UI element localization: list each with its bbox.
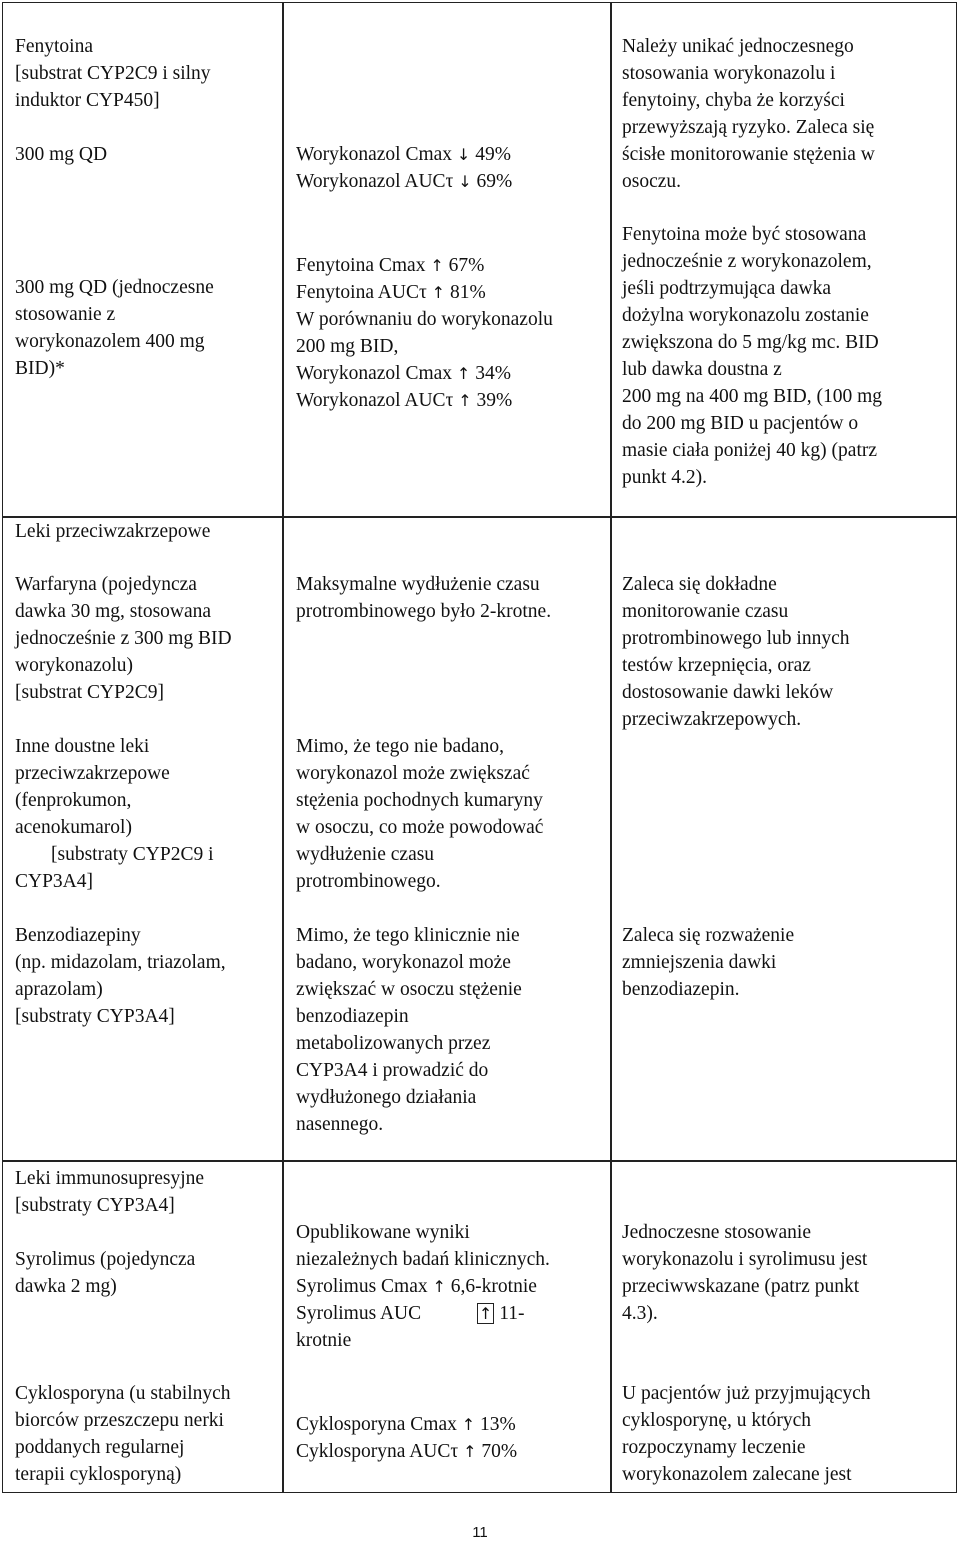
- effect-line: [296, 387, 553, 414]
- text-line: Mimo, że tego klinicznie nie: [296, 925, 520, 946]
- effect-value: 49%: [475, 144, 511, 165]
- text-line: przeciwwskazane (patrz punkt: [622, 1276, 860, 1297]
- text-line: badano, worykonazol może: [296, 952, 511, 973]
- text-line: stosowania worykonazolu i: [622, 63, 836, 84]
- text-line: jednocześnie z worykonazolem,: [622, 251, 872, 272]
- effect-label: Worykonazol AUCτ: [296, 390, 454, 411]
- text-line: biorców przeszczepu nerki: [15, 1410, 224, 1431]
- text-line: Fenytoina: [15, 36, 93, 57]
- text-line: wydłużenie czasu: [296, 844, 435, 865]
- text-line: induktor CYP450]: [15, 90, 160, 111]
- text-line: testów krzepnięcia, oraz: [622, 655, 811, 676]
- text-line: lub dawka doustna z: [622, 359, 782, 380]
- row5-effect: [296, 1219, 550, 1354]
- text-line: worykonazolu i syrolimusu jest: [622, 1249, 868, 1270]
- text-line: protrombinowego lub innych: [622, 628, 850, 649]
- row1-recommendation: [622, 33, 875, 195]
- text-line: jeśli podtrzymująca dawka: [622, 278, 832, 299]
- text-line: fenytoiny, chyba że korzyści: [622, 90, 845, 111]
- text-line: cyklosporynę, u których: [622, 1410, 812, 1431]
- text-line: [substrat CYP2C9 i silny: [15, 63, 211, 84]
- text-line: punkt 4.2).: [622, 467, 708, 488]
- arrow-up-icon: ↑: [456, 364, 471, 383]
- row6-substance: [15, 1380, 231, 1488]
- text-line: dawka 2 mg): [15, 1276, 117, 1297]
- text-line: do 200 mg BID u pacjentów o: [622, 413, 859, 434]
- text-line: Leki przeciwzakrzepowe: [15, 521, 211, 542]
- effect-line: [296, 141, 512, 168]
- effect-line: [296, 168, 512, 195]
- text-line: 300 mg QD: [15, 144, 108, 165]
- text-line: [substraty CYP2C9 i: [51, 844, 214, 865]
- effect-label: Fenytoina Cmax: [296, 255, 426, 276]
- row2-substance: [15, 274, 214, 382]
- text-line: dożylna worykonazolu zostanie: [622, 305, 869, 326]
- effect-line: [296, 1411, 517, 1438]
- text-line: worykonazolem zalecane jest: [622, 1464, 852, 1485]
- text-line: jednocześnie z 300 mg BID: [15, 628, 232, 649]
- text-line: przeciwzakrzepowe: [15, 763, 170, 784]
- arrow-up-icon: ↑: [431, 283, 446, 302]
- text-line: niezależnych badań klinicznych.: [296, 1249, 550, 1270]
- text-line: zmniejszenia dawki: [622, 952, 777, 973]
- text-line: zwiększać w osoczu stężenie: [296, 979, 522, 1000]
- row-divider: [3, 1160, 956, 1162]
- effect-line: [296, 1300, 550, 1327]
- text-line: poddanych regularnej: [15, 1437, 185, 1458]
- section-heading-anticoagulants: [15, 518, 210, 545]
- text-line: Warfaryna (pojedyncza: [15, 574, 197, 595]
- row5-recommendation: [622, 1219, 867, 1327]
- effect-label: Syrolimus Cmax: [296, 1276, 428, 1297]
- effect-line: [296, 1438, 517, 1465]
- text-line: Zaleca się rozważenie: [622, 925, 795, 946]
- row3-substance-other: [15, 733, 214, 895]
- effect-line: [296, 279, 553, 306]
- column-divider: [610, 3, 612, 1492]
- text-line: zwiększona do 5 mg/kg mc. BID: [622, 332, 879, 353]
- effect-line: [296, 360, 553, 387]
- text-line: benzodiazepin: [296, 1006, 409, 1027]
- effect-label: Worykonazol Cmax: [296, 144, 453, 165]
- row3-substance-warfarin: [15, 571, 232, 706]
- effect-value: 34%: [475, 363, 511, 384]
- effect-value: 6,6-krotnie: [450, 1276, 537, 1297]
- effect-label: Worykonazol AUCτ: [296, 171, 454, 192]
- effect-value: 13%: [480, 1414, 516, 1435]
- arrow-up-icon: ↑: [432, 1277, 446, 1296]
- text-line: ścisłe monitorowanie stężenia w: [622, 144, 875, 165]
- text-line: [substraty CYP3A4]: [15, 1006, 175, 1027]
- text-line: stosowanie z: [15, 304, 116, 325]
- effect-label: Syrolimus AUC: [296, 1303, 422, 1324]
- text-line: Benzodiazepiny: [15, 925, 141, 946]
- text-line: nasennego.: [296, 1114, 384, 1135]
- text-line: w osoczu, co może powodować: [296, 817, 544, 838]
- effect-value: 81%: [449, 282, 486, 303]
- row4-effect: [296, 922, 522, 1138]
- text-line: metabolizowanych przez: [296, 1033, 491, 1054]
- text-line: rozpoczynamy leczenie: [622, 1437, 806, 1458]
- arrow-down-icon: ↓: [456, 145, 471, 164]
- effect-label: Cyklosporyna AUCτ: [296, 1441, 459, 1462]
- text-line: Opublikowane wyniki: [296, 1222, 470, 1243]
- text-line: (fenprokumon,: [15, 790, 132, 811]
- text-line: Należy unikać jednoczesnego: [622, 36, 854, 57]
- row3-effect-other: [296, 733, 543, 895]
- text-line: protrombinowego było 2-krotne.: [296, 601, 552, 622]
- text-line: W porównaniu do worykonazolu: [296, 309, 553, 330]
- arrow-up-icon: ↑: [478, 1304, 493, 1323]
- row6-effect: [296, 1411, 517, 1465]
- text-line: dostosowanie dawki leków: [622, 682, 834, 703]
- text-line: [15, 114, 211, 141]
- text-line: osoczu.: [622, 171, 682, 192]
- row4-recommendation: [622, 922, 794, 1003]
- text-line: Syrolimus (pojedyncza: [15, 1249, 196, 1270]
- row2-effect: [296, 252, 553, 414]
- row5-substance-heading: [15, 1165, 204, 1219]
- text-line: Inne doustne leki: [15, 736, 150, 757]
- effect-value: 11-: [499, 1303, 525, 1324]
- column-divider: [282, 3, 284, 1492]
- row5-substance-sirolimus: [15, 1246, 195, 1300]
- text-line: terapii cyklosporyną): [15, 1464, 182, 1485]
- arrow-up-icon: ↑: [461, 1415, 476, 1434]
- text-line: (np. midazolam, triazolam,: [15, 952, 226, 973]
- effect-label: Cyklosporyna Cmax: [296, 1414, 457, 1435]
- text-line: Maksymalne wydłużenie czasu: [296, 574, 540, 595]
- arrow-up-icon: ↑: [430, 256, 444, 275]
- text-line: aprazolam): [15, 979, 103, 1000]
- text-line: masie ciała poniżej 40 kg) (patrz: [622, 440, 878, 461]
- text-line: Leki immunosupresyjne: [15, 1168, 205, 1189]
- text-line: [substraty CYP3A4]: [15, 1195, 175, 1216]
- text-line: 4.3).: [622, 1303, 658, 1324]
- text-line: worykonazolu): [15, 655, 134, 676]
- row1-substance: [15, 33, 211, 168]
- text-line: krotnie: [296, 1330, 352, 1351]
- text-line: acenokumarol): [15, 817, 132, 838]
- page-number: 11: [472, 1524, 488, 1541]
- text-line: Mimo, że tego nie badano,: [296, 736, 504, 757]
- text-line: 200 mg BID,: [296, 336, 399, 357]
- text-line: [substrat CYP2C9]: [15, 682, 164, 703]
- text-line: przeciwzakrzepowych.: [622, 709, 802, 730]
- text-line: 200 mg na 400 mg BID, (100 mg: [622, 386, 882, 407]
- row3-effect-warfarin: [296, 571, 551, 625]
- arrow-down-icon: ↓: [458, 172, 472, 191]
- text-line: monitorowanie czasu: [622, 601, 789, 622]
- effect-value: 67%: [448, 255, 485, 276]
- effect-label: Worykonazol Cmax: [296, 363, 453, 384]
- effect-line: [296, 252, 553, 279]
- row1-effect: [296, 141, 512, 195]
- text-line: Cyklosporyna (u stabilnych: [15, 1383, 231, 1404]
- row2-recommendation: [622, 221, 882, 491]
- text-line: Zaleca się dokładne: [622, 574, 777, 595]
- effect-value: 39%: [476, 390, 513, 411]
- effect-value: 69%: [476, 171, 513, 192]
- text-line: Fenytoina może być stosowana: [622, 224, 867, 245]
- effect-line: [296, 1273, 550, 1300]
- text-line: benzodiazepin.: [622, 979, 740, 1000]
- text-line: worykonazolem 400 mg: [15, 331, 205, 352]
- text-line: CYP3A4 i prowadzić do: [296, 1060, 489, 1081]
- text-line: Jednoczesne stosowanie: [622, 1222, 811, 1243]
- text-line: stężenia pochodnych kumaryny: [296, 790, 543, 811]
- text-line: U pacjentów już przyjmujących: [622, 1383, 871, 1404]
- text-line: BID)*: [15, 358, 65, 379]
- text-line: worykonazol może zwiększać: [296, 763, 530, 784]
- arrow-up-icon: ↑: [458, 391, 472, 410]
- effect-label: Fenytoina AUCτ: [296, 282, 427, 303]
- arrow-up-icon: ↑: [463, 1442, 477, 1461]
- text-line: dawka 30 mg, stosowana: [15, 601, 212, 622]
- row6-recommendation: [622, 1380, 871, 1488]
- row3-recommendation: [622, 571, 849, 733]
- text-line: CYP3A4]: [15, 871, 94, 892]
- text-line: przewyższają ryzyko. Zaleca się: [622, 117, 875, 138]
- text-line: 300 mg QD (jednoczesne: [15, 277, 214, 298]
- row4-substance: [15, 922, 226, 1030]
- effect-value: 70%: [481, 1441, 518, 1462]
- text-line: protrombinowego.: [296, 871, 441, 892]
- text-line: wydłużonego działania: [296, 1087, 477, 1108]
